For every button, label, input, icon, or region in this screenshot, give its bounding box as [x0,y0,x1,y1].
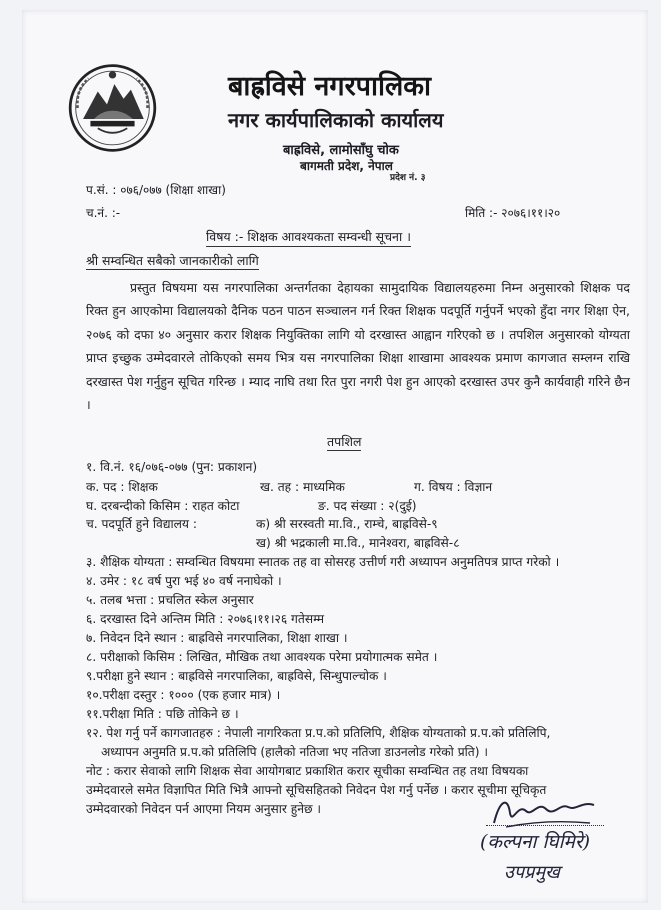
municipality-title: बाह्रविसे नगरपालिका [228,71,431,102]
post-field: क. पद : शिक्षक [86,480,158,494]
qualification-field: ३. शैक्षिक योग्यता : सम्वन्धित विषयमा स्नातक तह वा सोसरह उत्तीर्ण गरी अध्यापन अनुमतिपत्र प्राप्त गरेको । [86,555,560,569]
reference-number: प.सं. : ०७६/०७७ (शिक्षा शाखा) [86,183,226,197]
age-field: ४. उमेर : १८ वर्ष पुरा भई ४० वर्ष ननाघेको । [86,574,282,588]
note-line-1: नोट : करार सेवाको लागि शिक्षक सेवा आयोगबाट प्रकाशित करार सूचीका सम्वन्धित तह तथा विषयका [86,764,529,778]
note-line-2: उम्मेदवारले समेत विज्ञापित मिति भित्रै आफ्नो सूचिसहितको निवेदन पेश गर्नु पर्नेछ । करार सूचीमा सूचिकृत [86,783,547,797]
body-paragraph: प्रस्तुत विषयमा यस नगरपालिका अन्तर्गतका देहायका सामुदायिक विद्यालयहरुमा निम्न अनुसारको शिक्षक पद रिक्त हुन आएकोमा विद्यालयको दैनिक पठन पाठन सञ्चालन गर्न रिक्त शिक्षक पदपूर्ति गर्नुपर्ने भएको हुँदा नगर शिक्षा ऐन, २०७६ को दफा ४० अनुसार करार शिक्षक नियुक्तिका लागि यो दरखास्त आह्वान गरिएको छ । तपशिल अनुसारको योग्यता प्राप्त इच्छुक उम्मेदवारले तोकिएको समय भित्र यस नगरपालिका शिक्षा शाखामा आवश्यक प्रमाण कागजात सम्लग्न राखि दरखास्त पेश गर्नुहुन सूचित गरिन्छ । म्याद नाघि तथा रित पुरा नगरी पेश हुन आएको दरखास्त उपर कुनै कार्यवाही गरिने छैन । [86,280,630,413]
exam-fee-field: १०.परीक्षा दस्तुर : १००० (एक हजार मात्र) । [86,688,281,702]
note-line-3: उम्मेदवारको निवेदन पर्न आएमा नियम अनुसार हुनेछ । [86,802,322,816]
letter-date: मिति :- २०७६।११।२० [465,206,561,220]
address-line-2: बागमती प्रदेश, नेपाल [300,159,393,173]
school-item: क) श्री सरस्वती मा.वि., राम्चे, बाह्रविसे-९ [256,517,438,531]
address-line-1: बाह्रविसे, लामोसाँघु चोक [283,143,399,158]
deadline-field: ६. दरखास्त दिने अन्तिम मिति : २०७६।११।२६ गतेसम्म [86,612,325,626]
submit-place-field: ७. निवेदन दिने स्थान : बाह्रविसे नगरपालिका, शिक्षा शाखा । [86,631,348,645]
dispatch-number: च.नं. :- [86,206,121,220]
subject-line: विषय :- शिक्षक आवश्यकता सम्वन्धी सूचना । [206,228,411,247]
schools-label: च. पदपूर्ति हुने विद्यालय : [86,517,197,531]
quota-type-field: घ. दरबन्दीको किसिम : राहत कोटा [86,499,240,513]
level-field: ख. तह : माध्यमिक [260,480,345,494]
signature-line [486,825,604,826]
greeting-line: श्री सम्वन्धित सबैको जानकारीको लागि [86,253,259,268]
school-item: ख) श्री भद्रकाली मा.वि., मानेश्वरा, बाह्रविसे-८ [256,536,460,550]
exam-date-field: ११.परीक्षा मिति : पछि तोकिने छ । [86,707,239,721]
office-subtitle: नगर कार्यपालिकाको कार्यालय [228,108,444,132]
documents-line-2: अध्यापन अनुमति प्र.प.को प्रतिलिपि (हालैको नतिजा भए नतिजा डाउनलोड गरेको प्रति) । [101,745,488,759]
salary-field: ५. तलब भत्ता : प्रचलित स्केल अनुसार [86,593,254,607]
post-count-field: ङ. पद संख्या : २(दुई) [318,499,417,513]
signatory-name: (कल्पना घिमिरे) [480,831,591,853]
documents-line-1: १२. पेश गर्नु पर्ने कागजातहरु : नेपाली नागरिकता प्र.प.को प्रतिलिपि, शैक्षिक योग्यताको प्र.प.को प्रतिलिपि, [86,726,551,740]
tapsil-heading: तपशिल [327,434,362,449]
exam-place-field: ९.परीक्षा हुने स्थान : बाह्रविसे नगरपालिका, बाह्रविसे, सिन्धुपाल्चोक । [86,669,387,683]
subject-field: ग. विषय : विज्ञान [414,480,493,494]
ad-number: १. वि.नं. १६/०७६-०७७ (पुन: प्रकाशन) [86,460,258,474]
signature-scribble-icon [486,793,606,833]
exam-type-field: ८. परीक्षाको किसिम : लिखित, मौखिक तथा आवश्यक परेमा प्रयोगात्मक समेत । [86,650,438,664]
nepal-emblem-icon [65,62,160,154]
signatory-designation: उपप्रमुख [504,862,560,883]
address-line-3: प्रदेश नं. ३ [390,173,426,183]
